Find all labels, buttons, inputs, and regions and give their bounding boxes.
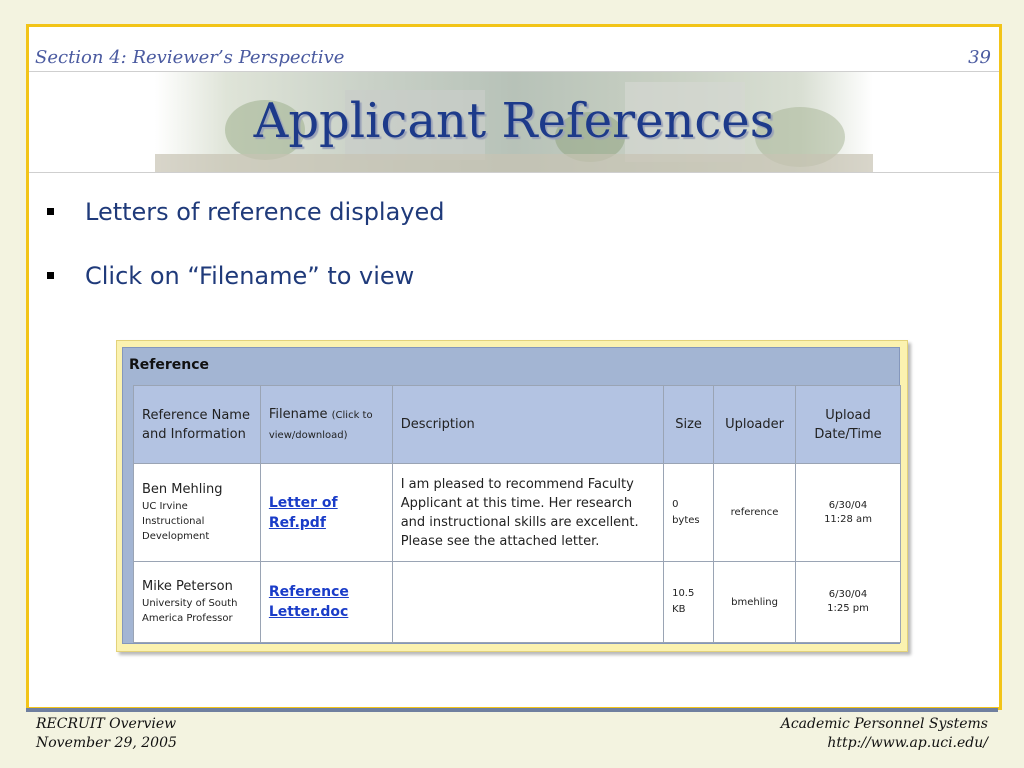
uploader-cell: reference — [714, 464, 796, 562]
footer-presentation-title: RECRUIT Overview — [36, 716, 177, 732]
upload-date-cell — [796, 464, 901, 562]
footer-date: November 29, 2005 — [36, 735, 177, 751]
table-row — [134, 562, 901, 643]
table-header-row — [134, 386, 901, 464]
table-row — [134, 464, 901, 562]
col-header-name: Reference Name and Information — [134, 386, 261, 464]
filename-cell — [260, 562, 392, 643]
upload-time: 1:25 pm — [827, 603, 869, 614]
footer-right — [781, 715, 988, 753]
filename-link[interactable]: Letter of Ref.pdf — [268, 494, 338, 531]
col-header-filename-label: Filename — [268, 406, 328, 422]
bullet-item — [43, 261, 445, 325]
square-bullet-icon — [47, 272, 54, 279]
section-title: Section 4: Reviewer’s Perspective — [35, 47, 345, 68]
bullet-text: Letters of reference displayed — [85, 198, 445, 226]
bullet-text: Click on “Filename” to view — [85, 262, 415, 290]
title-divider — [29, 172, 999, 173]
footer-organization: Academic Personnel Systems — [780, 716, 988, 732]
footer-divider — [26, 708, 998, 712]
slide-title: Applicant References — [253, 93, 775, 149]
filename-link[interactable]: Reference Letter.doc — [268, 584, 349, 620]
footer-left — [36, 715, 177, 753]
size-cell: 10.5 KB — [664, 562, 714, 643]
footer-url: http://www.ap.uci.edu/ — [827, 735, 988, 751]
reference-table — [133, 385, 901, 643]
screenshot-frame — [116, 340, 908, 652]
page-number: 39 — [968, 47, 991, 68]
upload-time: 11:28 am — [824, 513, 872, 525]
upload-date: 6/30/04 — [828, 499, 868, 511]
col-header-size: Size — [664, 386, 714, 464]
square-bullet-icon — [47, 208, 54, 215]
description-cell — [392, 562, 663, 643]
description-cell: I am pleased to recommend Faculty Applicant at this time. Her research and instructional skills are excellent. Please see the attached letter. — [392, 464, 663, 562]
reference-org: UC Irvine Instructional Development — [142, 501, 210, 542]
col-header-filename — [260, 386, 392, 464]
panel-title: Reference — [129, 357, 210, 373]
slide-header — [29, 27, 999, 72]
reference-name: Mike Peterson — [142, 579, 233, 594]
col-header-date: Upload Date/Time — [796, 386, 901, 464]
reference-panel — [122, 347, 900, 644]
reference-info-cell — [134, 464, 261, 562]
upload-date: 6/30/04 — [828, 589, 868, 600]
col-header-description: Description — [392, 386, 663, 464]
bullet-list — [43, 197, 445, 325]
col-header-filename-hint: (Click to view/download) — [268, 409, 373, 441]
reference-info-cell — [134, 562, 261, 643]
filename-cell — [260, 464, 392, 562]
size-cell: 0 bytes — [664, 464, 714, 562]
reference-org: University of South America Professor — [142, 598, 238, 624]
bullet-item — [43, 197, 445, 261]
col-header-uploader: Uploader — [714, 386, 796, 464]
uploader-cell: bmehling — [714, 562, 796, 643]
upload-date-cell — [796, 562, 901, 643]
reference-name: Ben Mehling — [142, 482, 223, 497]
